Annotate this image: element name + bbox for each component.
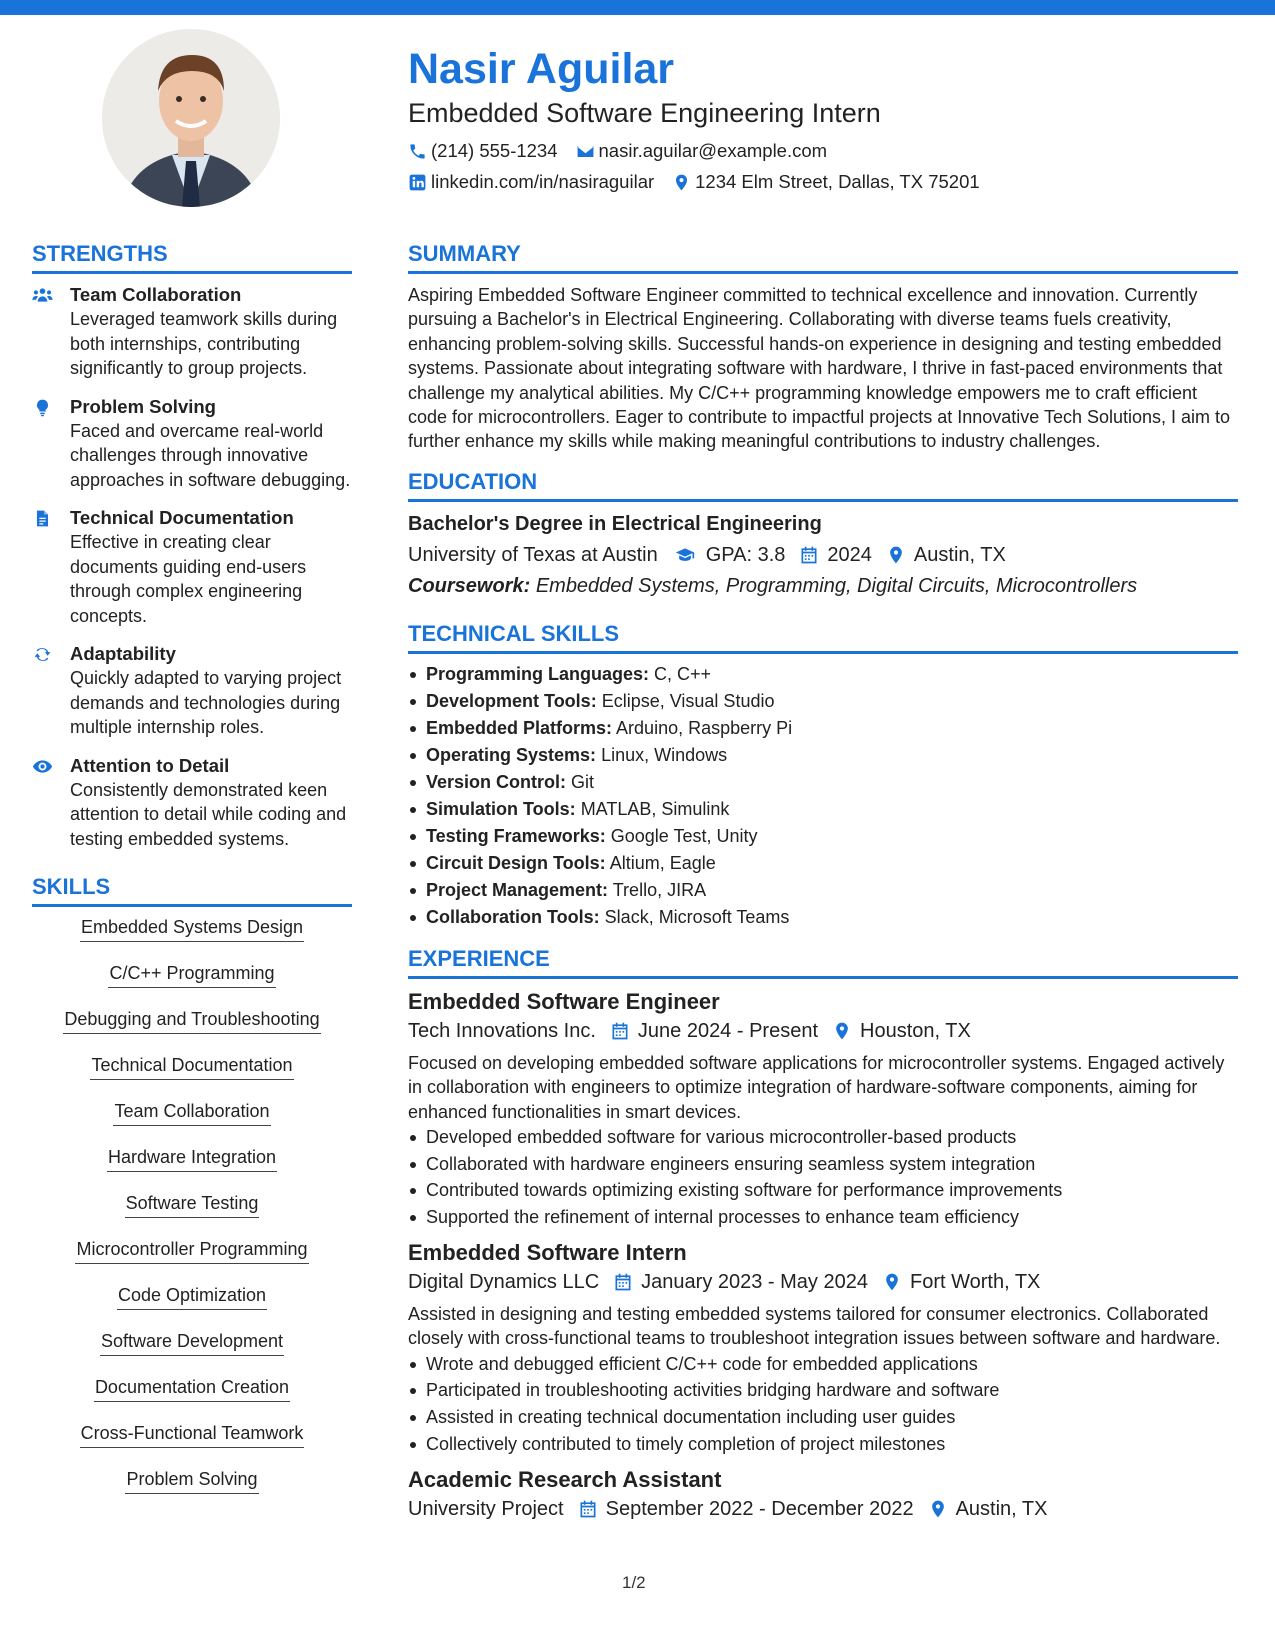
skill-tag: Code Optimization [32,1284,352,1310]
coursework-label: Coursework: [408,574,531,597]
tech-skill-item: Project Management: Trello, JIRA [408,877,1238,904]
calendar-icon [578,1499,598,1519]
profile-photo-illustration [102,29,280,207]
skills-heading: SKILLS [32,873,352,907]
page-number: 1/2 [622,1573,646,1592]
resume-header [408,44,1238,194]
gpa-text: GPA: 3.8 [705,543,786,566]
skill-tag: C/C++ Programming [32,962,352,988]
tech-skill-item: Testing Frameworks: Google Test, Unity [408,823,1238,850]
tech-skill-item: Simulation Tools: MATLAB, Simulink [408,796,1238,823]
job-entry [408,988,1238,1231]
top-accent-bar [0,0,1275,15]
location-pin-icon [882,1272,902,1292]
strength-title: Attention to Detail [70,754,230,776]
skill-tag: Software Testing [32,1192,352,1218]
job-bullet: Contributed towards optimizing existing software for performance improvements [408,1177,1238,1204]
experience-heading: EXPERIENCE [408,945,1238,979]
strength-item [32,642,352,740]
job-entry [408,1466,1238,1523]
job-meta [408,1495,1238,1523]
education-section [408,468,1238,600]
job-bullet: Developed embedded software for various microcontroller-based products [408,1124,1238,1151]
tech-skill-item: Embedded Platforms: Arduino, Raspberry Pi [408,715,1238,742]
job-bullet: Assisted in creating technical documentation including user guides [408,1404,1238,1431]
strength-desc: Quickly adapted to varying project demands and technologies during multiple internship roles. [70,668,342,737]
users-icon [32,286,53,305]
technical-skills-heading: TECHNICAL SKILLS [408,620,1238,654]
coursework [408,572,1238,600]
calendar-icon [610,1021,630,1041]
strength-item [32,395,352,493]
job-location: Fort Worth, TX [909,1270,1041,1293]
company-name: University Project [408,1497,564,1520]
degree-title: Bachelor's Degree in Electrical Engineering [408,512,822,535]
skill-tag: Debugging and Troubleshooting [32,1008,352,1034]
strength-item [32,283,352,381]
job-bullet: Supported the refinement of internal processes to enhance team efficiency [408,1204,1238,1231]
skill-tag: Embedded Systems Design [32,916,352,942]
location-pin-icon [832,1021,852,1041]
job-description: Focused on developing embedded software applications for microcontroller systems. Engaged actively in collaboration with engineers to optimize integration of hardware-software components, aiming for enhanced functionalities in smart devices. [408,1052,1225,1122]
job-meta [408,1268,1238,1296]
skill-tag: Problem Solving [32,1468,352,1494]
tech-skill-item: Programming Languages: C, C++ [408,661,1238,688]
education-heading: EDUCATION [408,468,1238,502]
summary-text: Aspiring Embedded Software Engineer committed to technical excellence and innovation. Currently pursuing a Bachelor's in Electrical Engineering. Collaborating with diverse teams fuels creativity, enhancing problem-solving skills. Successful hands-on experience in designing and testing embedded systems. Passionate about integrating software with hardware, I thrive in fast-paced environments that challenge my analytical abilities. My C/C++ programming knowledge empowers me to craft efficient code for microcontrollers. Eager to contribute to impactful projects at Innovative Tech Solutions, I aim to further enhance my skills while making meaningful contributions to industry challenges. [408,285,1231,452]
address-text: 1234 Elm Street, Dallas, TX 75201 [695,171,980,192]
strength-title: Adaptability [70,643,176,664]
strength-item [32,754,352,852]
linkedin-text: linkedin.com/in/nasiraguilar [431,171,655,192]
location-pin-icon [928,1499,948,1519]
candidate-name: Nasir Aguilar [408,45,675,93]
coursework-text: Embedded Systems, Programming, Digital Circuits, Microcontrollers [535,574,1138,597]
contact-row-2 [408,170,1238,194]
job-bullet: Wrote and debugged efficient C/C++ code for embedded applications [408,1351,1238,1378]
strength-title: Technical Documentation [70,507,294,528]
contact-email[interactable] [576,139,828,163]
company-name: Digital Dynamics LLC [408,1270,600,1293]
skill-tag: Documentation Creation [32,1376,352,1402]
job-dates: September 2022 - December 2022 [605,1497,914,1520]
job-description: Assisted in designing and testing embedded systems tailored for consumer electronics. Collaborated closely with cross-functional teams to troubleshoot integration issues between software and hardware. [408,1303,1221,1349]
graduation-year: 2024 [827,543,872,566]
email-text: nasir.aguilar@example.com [598,140,828,161]
skill-tag: Software Development [32,1330,352,1356]
tech-skill-item: Operating Systems: Linux, Windows [408,742,1238,769]
linkedin-icon [408,173,427,192]
job-entry [408,1239,1238,1458]
strength-desc: Faced and overcame real-world challenges through innovative approaches in software debugging. [70,420,351,490]
strength-item [32,506,352,628]
tech-skill-item: Version Control: Git [408,769,1238,796]
strength-desc: Effective in creating clear documents guiding end-users through complex engineering concepts. [70,532,307,626]
strengths-heading: STRENGTHS [32,240,352,274]
summary-section [408,240,1238,454]
eye-icon [32,757,53,776]
right-column [408,240,1238,1537]
job-bullets [408,1351,1238,1458]
job-location: Houston, TX [860,1019,971,1042]
skill-tag: Technical Documentation [32,1054,352,1080]
phone-text: (214) 555-1234 [431,140,558,161]
job-bullet: Participated in troubleshooting activities bridging hardware and software [408,1377,1238,1404]
contact-linkedin[interactable] [408,170,654,194]
calendar-icon [613,1272,633,1292]
strength-desc: Consistently demonstrated keen attention to detail while coding and testing embedded systems. [70,779,347,849]
school-name: University of Texas at Austin [408,543,658,566]
technical-skills-section [408,620,1238,931]
job-bullets [408,1124,1238,1231]
company-name: Tech Innovations Inc. [408,1019,596,1042]
school-location: Austin, TX [913,543,1006,566]
summary-heading: SUMMARY [408,240,1238,274]
calendar-icon [799,545,819,565]
tech-skill-item: Development Tools: Eclipse, Visual Studio [408,688,1238,715]
job-bullet: Collaborated with hardware engineers ensuring seamless system integration [408,1151,1238,1178]
job-bullet: Collectively contributed to timely completion of project milestones [408,1431,1238,1458]
job-location: Austin, TX [955,1497,1048,1520]
phone-icon [408,142,427,161]
tech-skill-item: Collaboration Tools: Slack, Microsoft Teams [408,904,1238,931]
education-meta [408,541,1238,569]
candidate-role: Embedded Software Engineering Intern [408,98,881,128]
location-pin-icon [672,173,691,192]
job-title: Embedded Software Intern [408,1239,687,1265]
skill-tag: Team Collaboration [32,1100,352,1126]
document-icon [32,509,53,528]
left-column [32,240,352,1514]
strength-title: Problem Solving [70,395,216,417]
sync-icon [32,645,53,664]
strength-desc: Leveraged teamwork skills during both internships, contributing significantly to group projects. [70,309,338,378]
experience-section [408,945,1238,1523]
contact-row-1 [408,139,1238,163]
envelope-icon [576,142,595,161]
job-title: Embedded Software Engineer [408,988,720,1014]
profile-photo [102,29,280,207]
lightbulb-icon [32,398,53,417]
skill-tag: Microcontroller Programming [32,1238,352,1264]
skill-tag: Cross-Functional Teamwork [32,1422,352,1448]
location-pin-icon [886,545,906,565]
technical-skills-list [408,661,1238,931]
job-dates: June 2024 - Present [637,1019,819,1042]
tech-skill-item: Circuit Design Tools: Altium, Eagle [408,850,1238,877]
job-meta [408,1017,1238,1045]
job-dates: January 2023 - May 2024 [641,1270,868,1293]
skills-list [32,916,352,1494]
contact-phone[interactable] [408,139,558,163]
strength-title: Team Collaboration [70,284,242,305]
graduation-cap-icon [672,545,698,565]
skill-tag: Hardware Integration [32,1146,352,1172]
contact-address [672,170,980,194]
job-title: Academic Research Assistant [408,1466,722,1492]
